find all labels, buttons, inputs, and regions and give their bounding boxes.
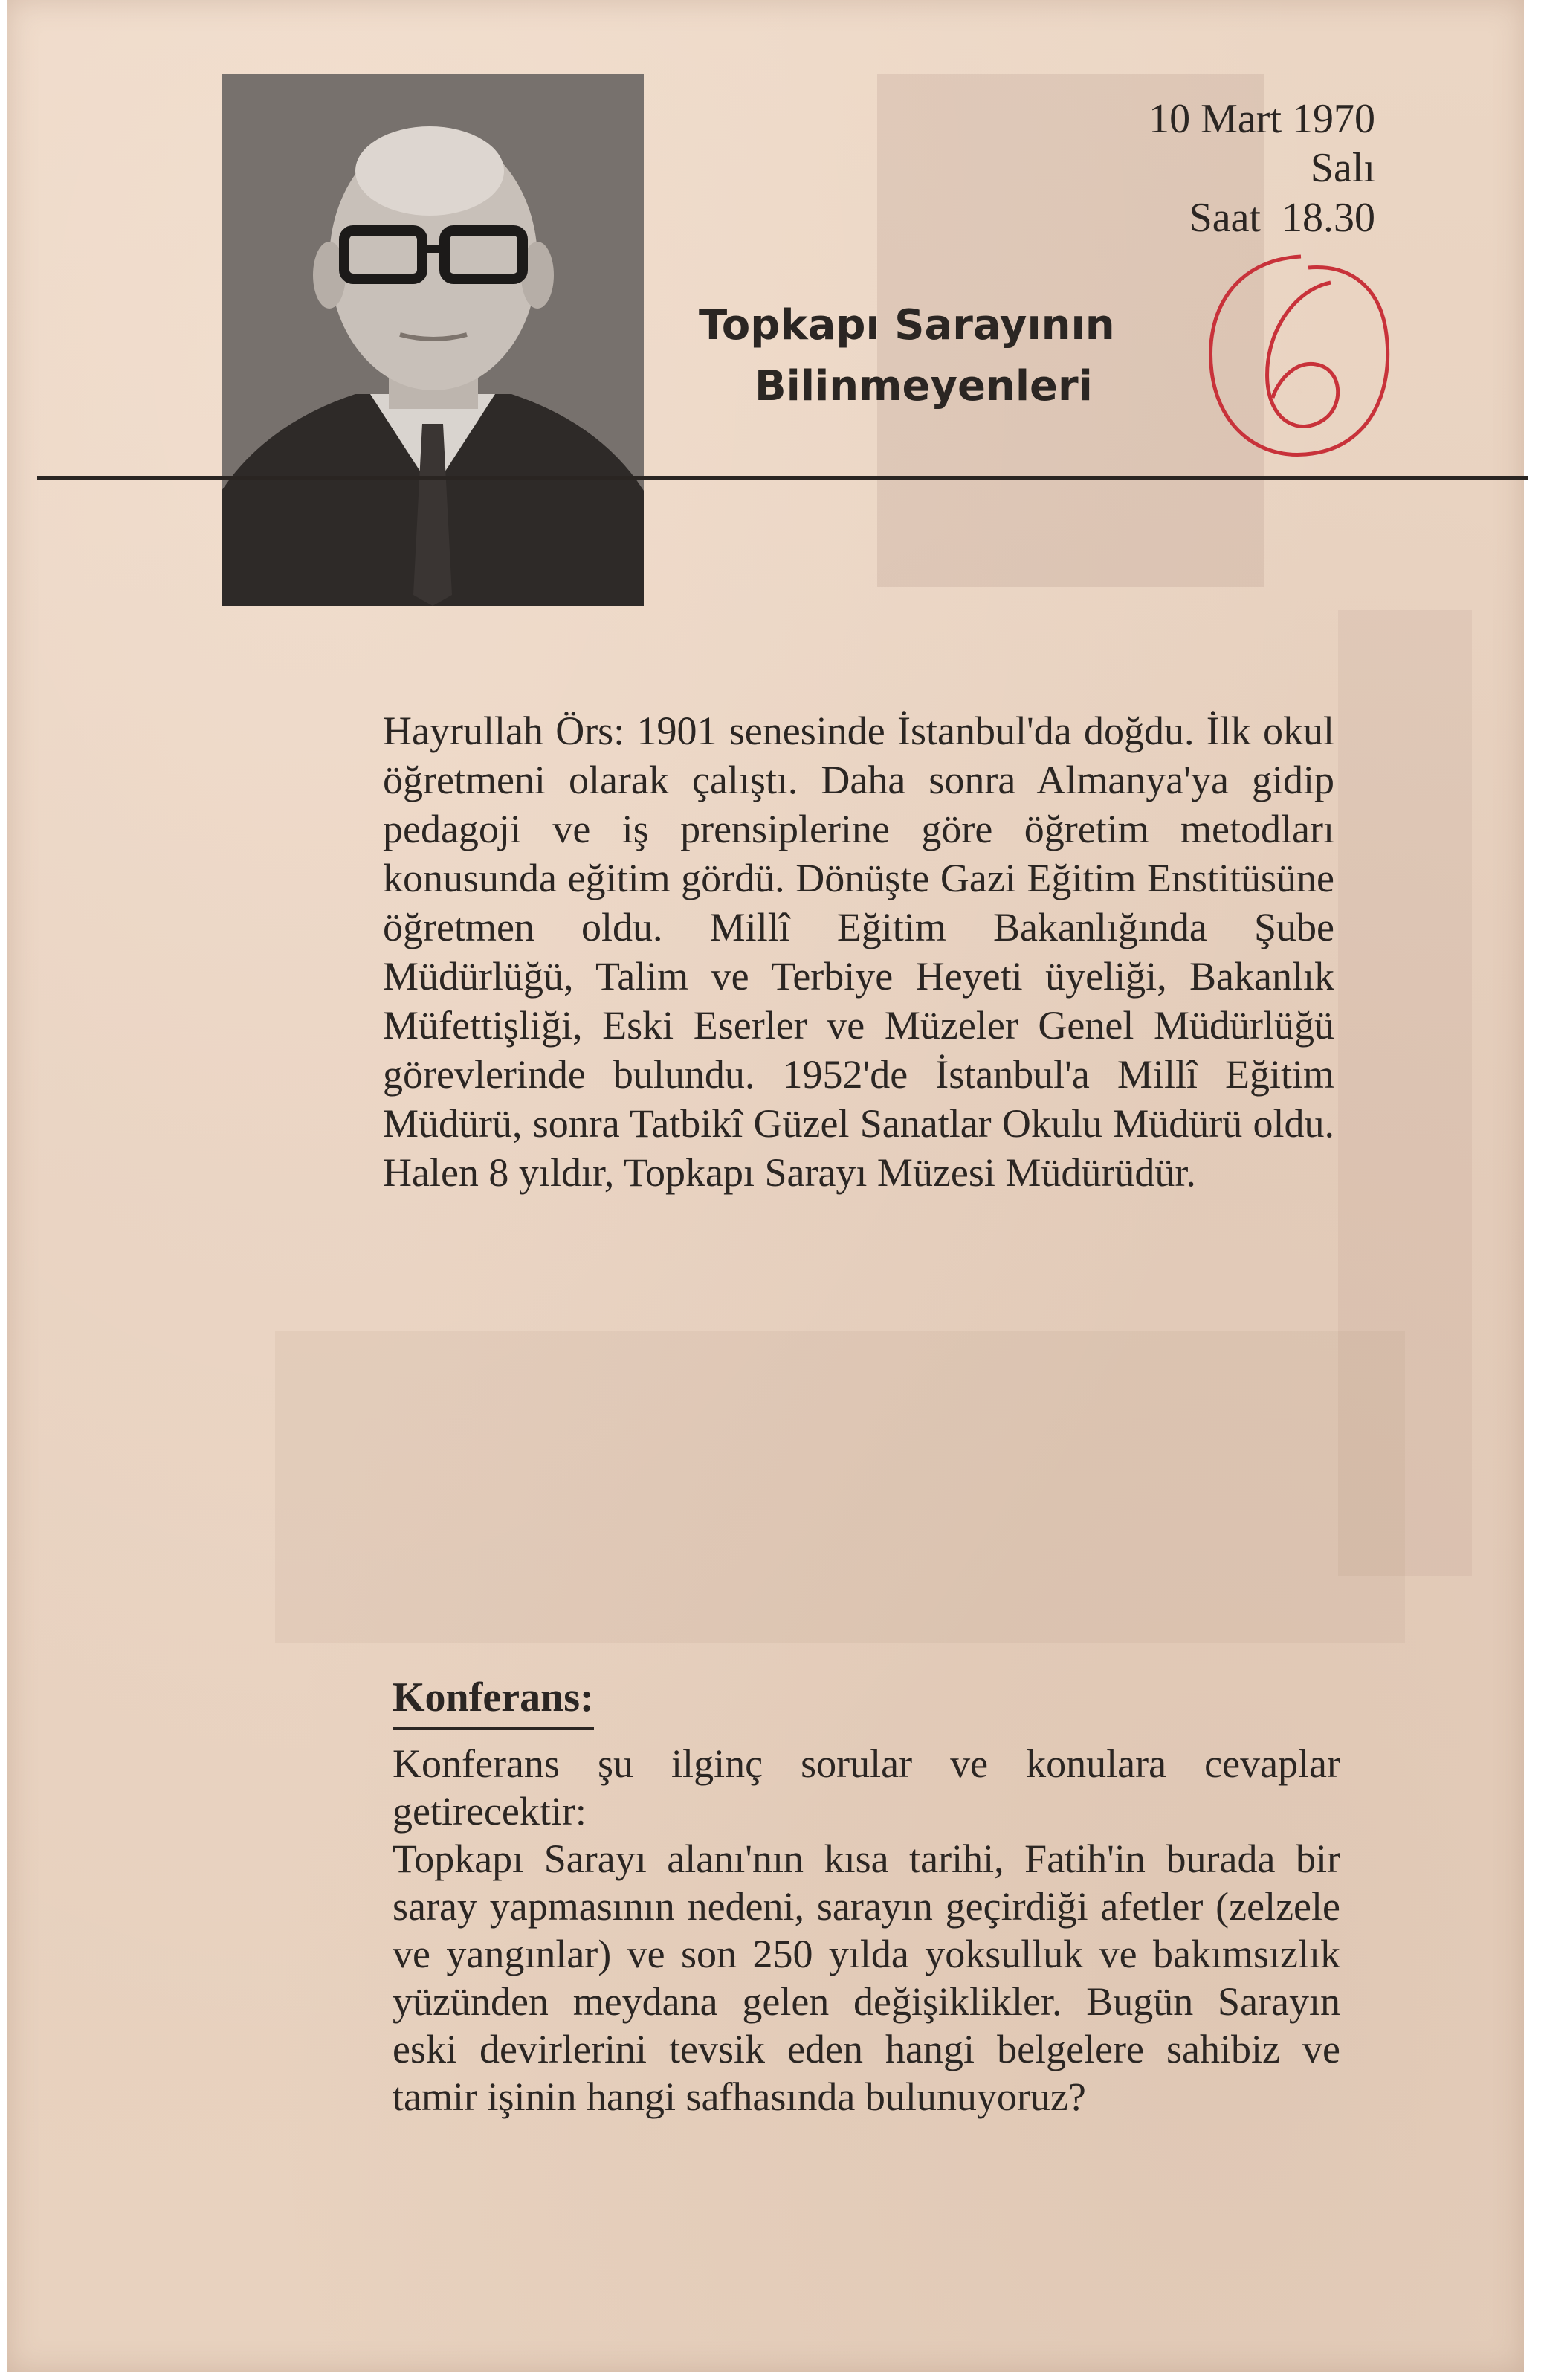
- stamp-number: [1297, 388, 1302, 396]
- document-sheet: [7, 0, 1524, 2372]
- conference-heading: Konferans:: [393, 1677, 594, 1730]
- header-rule: [37, 476, 1528, 480]
- broadcast-time: Saat 18.30: [1189, 195, 1375, 241]
- portrait-photo-icon: [222, 74, 644, 606]
- conference-intro: Konferans şu ilginç sorular ve konulara cevaplar getirecektir:: [393, 1741, 1340, 1834]
- broadcast-date: 10 Mart 1970: [1149, 96, 1375, 142]
- page-title-line1: Topkapı Sarayının: [699, 301, 1115, 349]
- conference-body: [393, 1740, 1340, 2121]
- portrait-photo: [222, 74, 644, 606]
- broadcast-day: Salı: [1310, 145, 1375, 191]
- page-title-line2: Bilinmeyenleri: [755, 362, 1093, 410]
- conference-text: Topkapı Sarayı alanı'nın kısa tarihi, Fatih'in burada bir saray yapmasının nedeni, sarayın geçirdiği afetler (zelzele ve yangınlar) ve son 250 yılda yoksulluk ve bakımsızlık yüzünden meydana gelen değişiklikler. Bugün Sarayın eski devirlerini tevsik eden hangi belgelere sahibiz ve tamir işinin hangi safhasında bulunuyoruz?: [393, 1836, 1340, 2119]
- handwritten-circled-number-icon: [1189, 245, 1405, 468]
- biography-paragraph: Hayrullah Örs: 1901 senesinde İstanbul'da doğdu. İlk okul öğretmeni olarak çalıştı. Daha sonra Almanya'ya gidip pedagoji ve iş prensiplerine göre öğretim metodları konusunda eğitim gördü. Dönüşte Gazi Eğitim Enstitüsüne öğretmen oldu. Millî Eğitim Bakanlığında Şube Müdürlüğü, Talim ve Terbiye Heyeti üyeliği, Bakanlık Müfettişliği, Eski Eserler ve Müzeler Genel Müdürlüğü görevlerinde bulundu. 1952'de İstanbul'a Millî Eğitim Müdürü, sonra Tatbikî Güzel Sanatlar Okulu Müdürü oldu. Halen 8 yıldır, Topkapı Sarayı Müzesi Müdürüdür.: [383, 709, 1334, 1195]
- bleed-through-block: [275, 1331, 1405, 1643]
